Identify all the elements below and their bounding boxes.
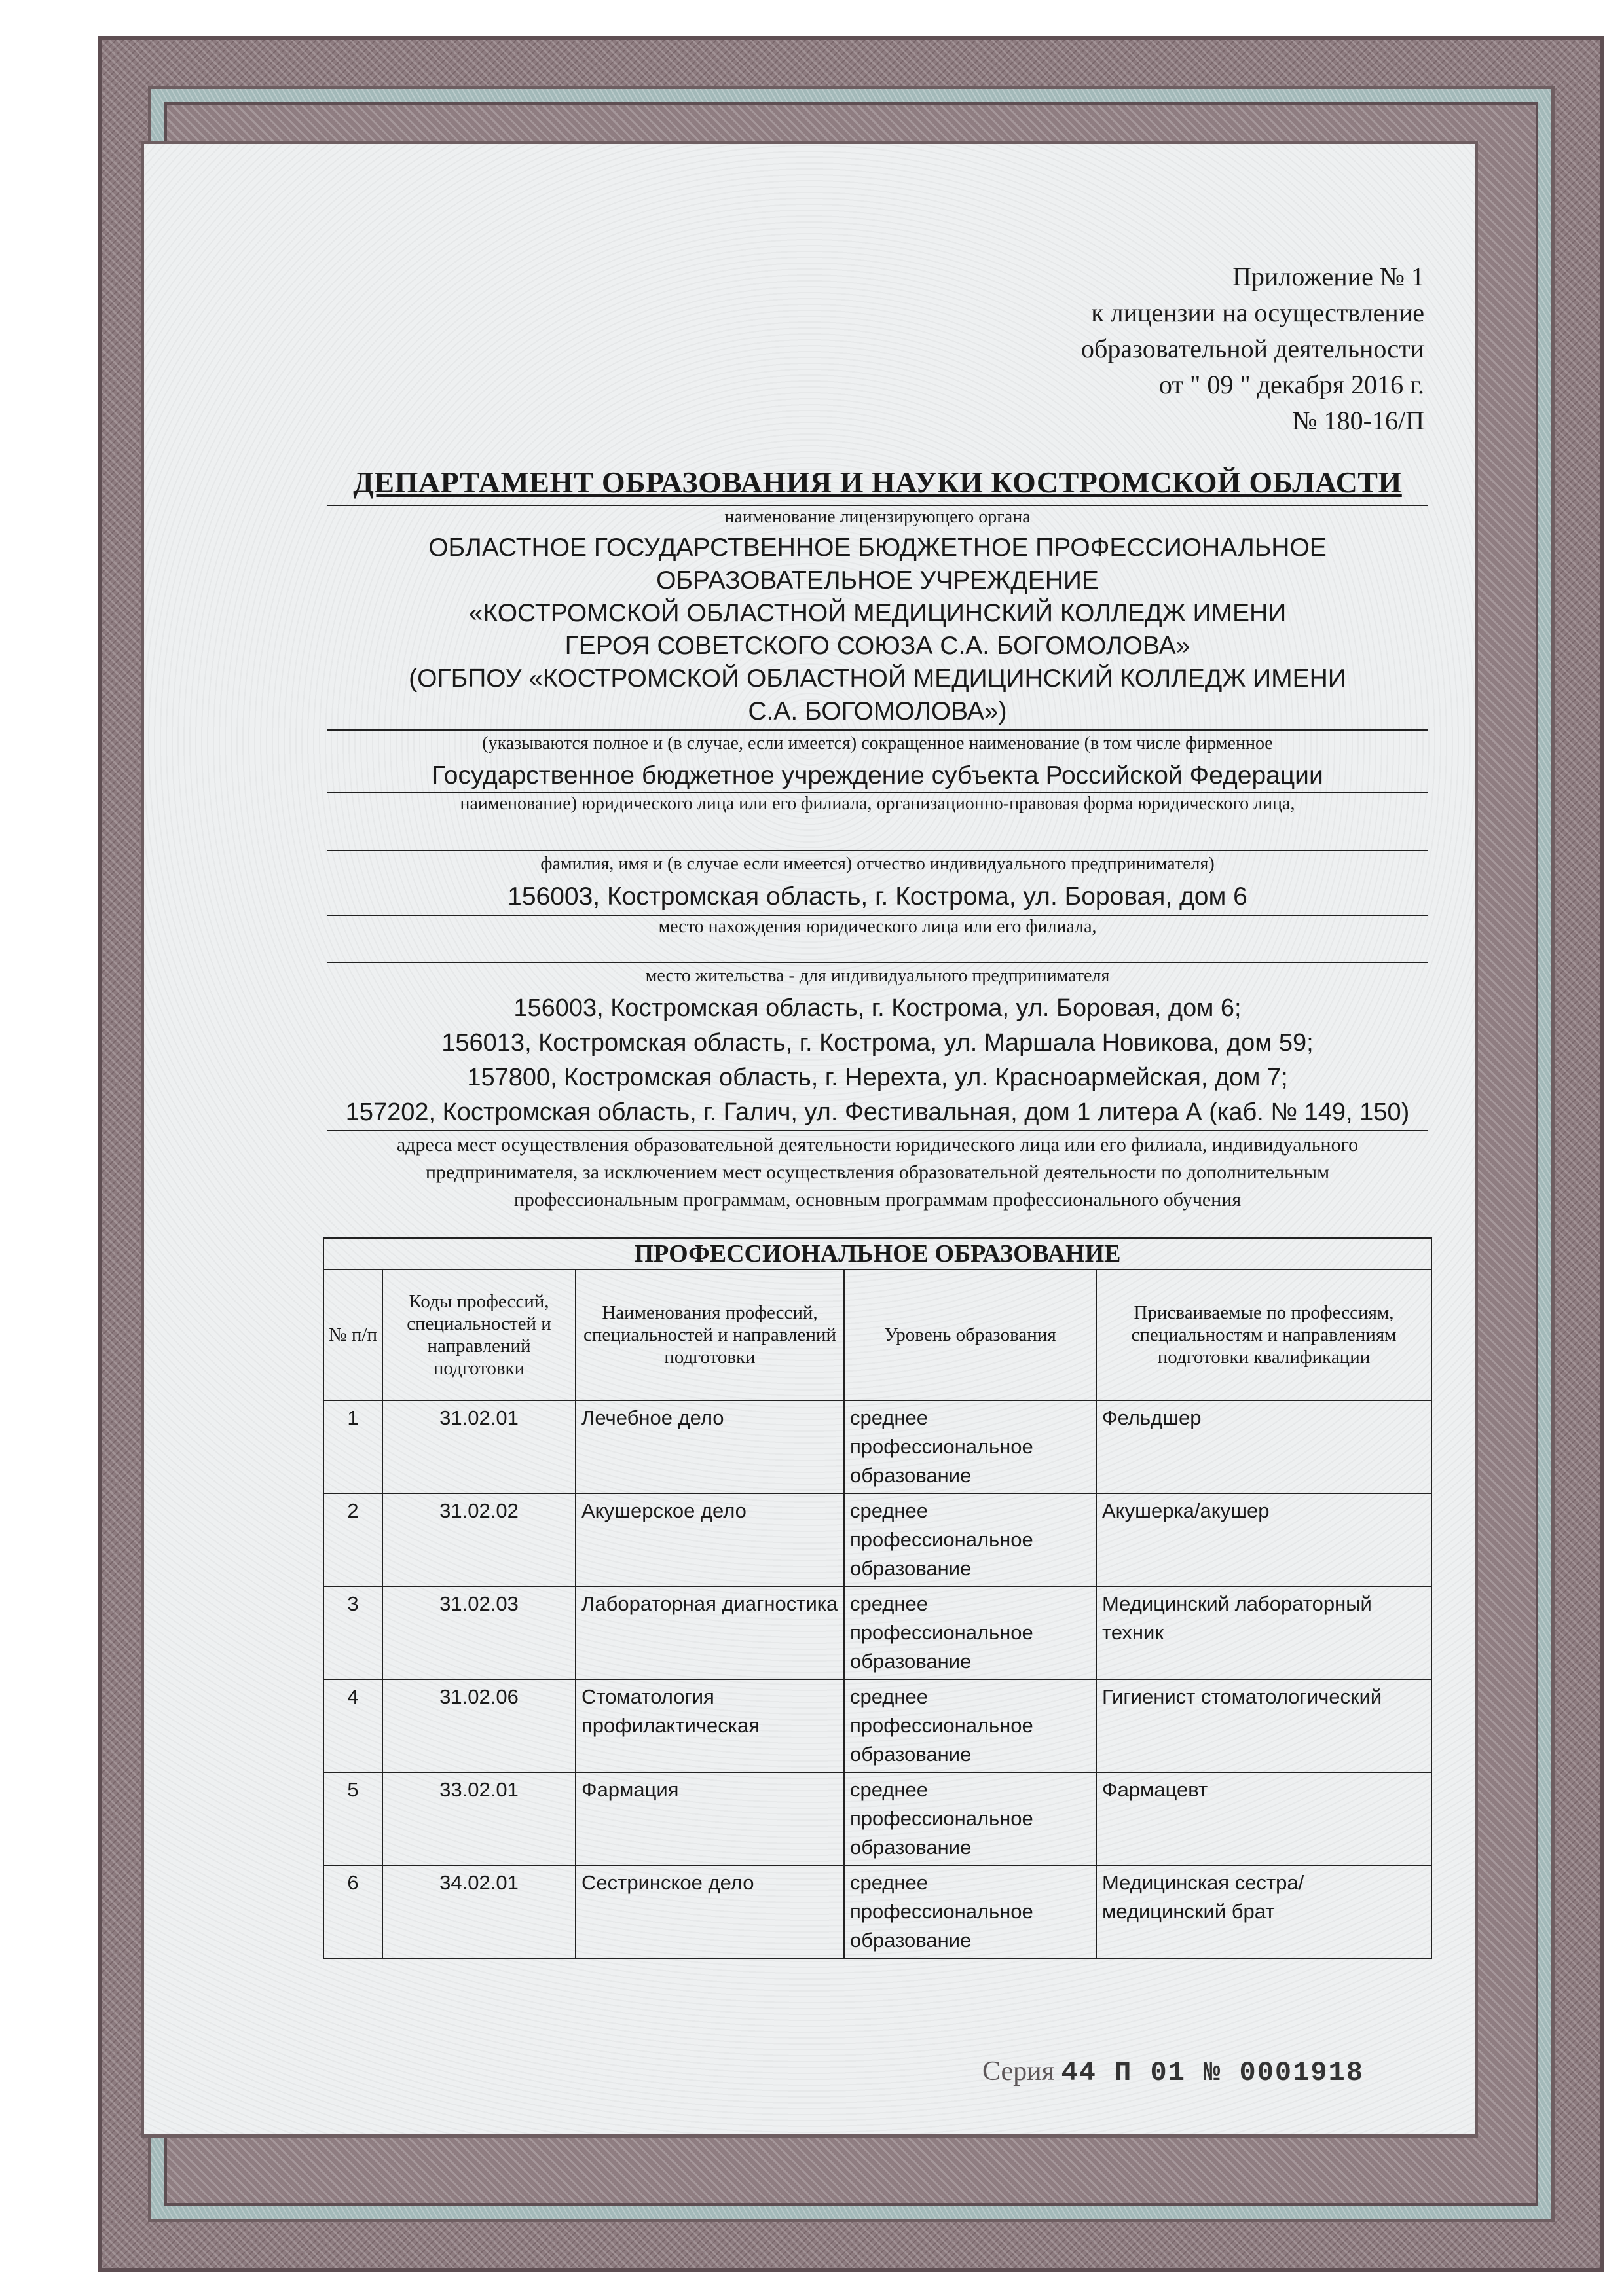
caption-addresses-1: адреса мест осуществления образовательной деятельности юридического лица или его филиала, индивидуального: [396, 1134, 1359, 1156]
appendix-date: от " 09 " декабря 2016 г.: [1159, 370, 1424, 399]
org-name-line-3: «КОСТРОМСКОЙ ОБЛАСТНОЙ МЕДИЦИНСКИЙ КОЛЛЕДЖ ИМЕНИ: [468, 599, 1287, 627]
row-qualification: Медицинский лабораторный техник: [1096, 1586, 1431, 1679]
row-name: Стоматология профилактическая: [576, 1679, 844, 1772]
appendix-number: Приложение № 1: [1232, 262, 1424, 291]
org-name-line-4: ГЕРОЯ СОВЕТСКОГО СОЮЗА С.А. БОГОМОЛОВА»: [564, 632, 1190, 660]
appendix-block: [1081, 259, 1424, 439]
professional-education-table: [323, 1237, 1432, 1959]
org-name-line-1: ОБЛАСТНОЕ ГОСУДАРСТВЕННОЕ БЮДЖЕТНОЕ ПРОФЕССИОНАЛЬНОЕ: [428, 534, 1327, 562]
header-level: Уровень образования: [844, 1269, 1096, 1400]
activity-address-3: 157800, Костромская область, г. Нерехта, ул. Красноармейская, дом 7;: [467, 1064, 1288, 1091]
activity-address-1: 156003, Костромская область, г. Кострома, ул. Боровая, дом 6;: [513, 994, 1242, 1022]
appendix-activity-line: образовательной деятельности: [1081, 334, 1424, 363]
location-rule: [327, 915, 1428, 916]
caption-residence: место жительства - для индивидуального предпринимателя: [645, 966, 1110, 986]
table-row: [323, 1400, 1431, 1493]
row-num: 1: [323, 1400, 382, 1493]
org-location: 156003, Костромская область, г. Кострома, ул. Боровая, дом 6: [507, 883, 1247, 911]
row-num: 3: [323, 1586, 382, 1679]
row-name: Фармация: [576, 1772, 844, 1865]
row-code: 31.02.02: [382, 1493, 576, 1586]
licensing-department: ДЕПАРТАМЕНТ ОБРАЗОВАНИЯ И НАУКИ КОСТРОМСКОЙ ОБЛАСТИ: [353, 465, 1402, 499]
row-num: 4: [323, 1679, 382, 1772]
row-code: 33.02.01: [382, 1772, 576, 1865]
row-qualification: Гигиенист стоматологический: [1096, 1679, 1431, 1772]
table-row: [323, 1679, 1431, 1772]
row-qualification: Фармацевт: [1096, 1772, 1431, 1865]
department-rule: [327, 505, 1428, 506]
caption-location: место нахождения юридического лица или его филиала,: [658, 917, 1097, 937]
row-name: Акушерское дело: [576, 1493, 844, 1586]
row-level: среднее профессиональное образование: [844, 1493, 1096, 1586]
org-name-rule: [327, 729, 1428, 731]
row-code: 31.02.01: [382, 1400, 576, 1493]
activity-address-2: 156013, Костромская область, г. Кострома, ул. Маршала Новикова, дом 59;: [441, 1029, 1314, 1057]
row-qualification: Акушерка/акушер: [1096, 1493, 1431, 1586]
caption-full-name: (указываются полное и (в случае, если имеется) сокращенное наименование (в том числе фирменное: [482, 733, 1273, 754]
table-row: [323, 1772, 1431, 1865]
series-label: Серия: [982, 2056, 1054, 2086]
caption-addresses-2: предпринимателя, за исключением мест осуществления образовательной деятельности по дополнительным: [425, 1161, 1330, 1183]
appendix-license-line: к лицензии на осуществление: [1091, 298, 1424, 327]
row-level: среднее профессиональное образование: [844, 1400, 1096, 1493]
org-short-name-line-2: С.А. БОГОМОЛОВА»): [748, 697, 1007, 725]
header-name: Наименования профессий, специальностей и направлений подготовки: [576, 1269, 844, 1400]
series-number: [982, 2056, 1364, 2088]
row-name: Лабораторная диагностика: [576, 1586, 844, 1679]
caption-licensing-body: наименование лицензирующего органа: [724, 507, 1031, 527]
residence-rule: [327, 962, 1428, 963]
appendix-license-number: № 180-16/П: [1292, 406, 1424, 435]
org-legal-form: Государственное бюджетное учреждение субъекта Российской Федерации: [432, 761, 1323, 790]
table-row: [323, 1865, 1431, 1958]
row-code: 34.02.01: [382, 1865, 576, 1958]
series-value: 44 П 01 № 0001918: [1061, 2057, 1364, 2088]
row-level: среднее профессиональное образование: [844, 1772, 1096, 1865]
row-qualification: Медицинская сестра/медицинский брат: [1096, 1865, 1431, 1958]
row-num: 6: [323, 1865, 382, 1958]
row-level: среднее профессиональное образование: [844, 1865, 1096, 1958]
row-name: Сестринское дело: [576, 1865, 844, 1958]
row-name: Лечебное дело: [576, 1400, 844, 1493]
activity-address-4: 157202, Костромская область, г. Галич, ул. Фестивальная, дом 1 литера А (каб. № 149, 150): [345, 1099, 1410, 1126]
header-num: № п/п: [323, 1269, 382, 1400]
org-short-name-line-1: (ОГБПОУ «КОСТРОМСКОЙ ОБЛАСТНОЙ МЕДИЦИНСКИЙ КОЛЛЕДЖ ИМЕНИ: [409, 665, 1346, 693]
row-qualification: Фельдшер: [1096, 1400, 1431, 1493]
header-code: Коды профессий, специальностей и направлений подготовки: [382, 1269, 576, 1400]
table-title: ПРОФЕССИОНАЛЬНОЕ ОБРАЗОВАНИЕ: [323, 1238, 1431, 1269]
header-qualification: Присваиваемые по профессиям, специальностям и направлениям подготовки квалификации: [1096, 1269, 1431, 1400]
row-code: 31.02.06: [382, 1679, 576, 1772]
row-level: среднее профессиональное образование: [844, 1586, 1096, 1679]
org-name-line-2: ОБРАЗОВАТЕЛЬНОЕ УЧРЕЖДЕНИЕ: [656, 566, 1099, 594]
row-code: 31.02.03: [382, 1586, 576, 1679]
row-num: 2: [323, 1493, 382, 1586]
table-row: [323, 1586, 1431, 1679]
caption-legal-form: наименование) юридического лица или его филиала, организационно-правовая форма юридического лица,: [460, 793, 1295, 814]
row-level: среднее профессиональное образование: [844, 1679, 1096, 1772]
table-row: [323, 1493, 1431, 1586]
entrepreneur-rule: [327, 850, 1428, 851]
row-num: 5: [323, 1772, 382, 1865]
caption-entrepreneur: фамилия, имя и (в случае если имеется) отчество индивидуального предпринимателя): [540, 854, 1215, 874]
caption-addresses-3: профессиональным программам, основным программам профессионального обучения: [513, 1189, 1242, 1211]
